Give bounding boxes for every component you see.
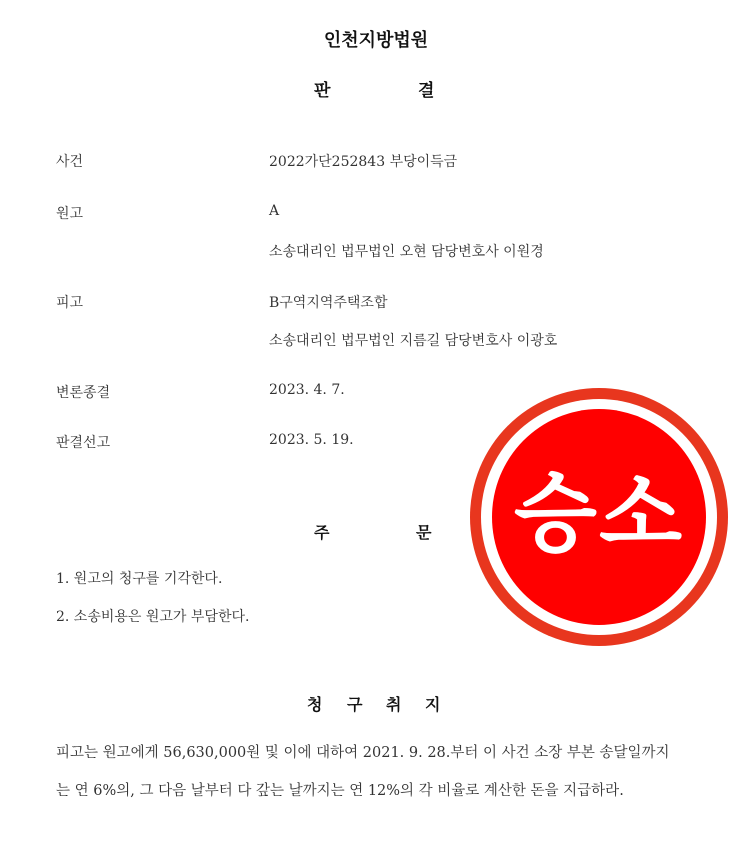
judgment-date: 2023. 5. 19. [269, 432, 354, 448]
claim-text-line: 피고는 원고에게 56,630,000원 및 이에 대하여 2021. 9. 28.부터 이 사건 소장 부본 송달일까지 [56, 745, 670, 761]
claim-heading-char: 구 [347, 695, 363, 714]
title-char: 판 [314, 81, 331, 101]
plaintiff-counsel: 소송대리인 법무법인 오현 담당변호사 이원경 [269, 244, 544, 260]
claim-text-line: 는 연 6%의, 그 다음 날부터 다 갚는 날까지는 연 12%의 각 비율로 계산한 돈을 지급하라. [56, 783, 624, 799]
defendant-label: 피고 [56, 295, 84, 311]
defendant-counsel: 소송대리인 법무법인 지름길 담당변호사 이광호 [269, 333, 558, 349]
win-stamp [470, 388, 728, 646]
plaintiff-name: A [269, 203, 280, 219]
title-char: 결 [418, 81, 435, 101]
defendant-name: B구역지역주택조합 [269, 295, 388, 311]
claim-heading-char: 취 [386, 695, 402, 714]
case-label: 사건 [56, 154, 84, 170]
hearing-closed-label: 변론종결 [56, 385, 111, 401]
hearing-closed-date: 2023. 4. 7. [269, 382, 345, 398]
plaintiff-label: 원고 [56, 206, 84, 222]
claim-heading-char: 청 [307, 695, 323, 714]
order-heading-char: 문 [416, 523, 432, 542]
case-number: 2022가단252843 부당이득금 [269, 154, 458, 170]
judgment-date-label: 판결선고 [56, 435, 111, 451]
court-name: 인천지방법원 [323, 30, 429, 51]
claim-heading-char: 지 [425, 695, 441, 714]
order-item: 1. 원고의 청구를 기각한다. [56, 571, 223, 587]
stamp-text: 승소 [513, 464, 685, 564]
order-heading-char: 주 [314, 523, 330, 542]
order-item: 2. 소송비용은 원고가 부담한다. [56, 609, 250, 625]
